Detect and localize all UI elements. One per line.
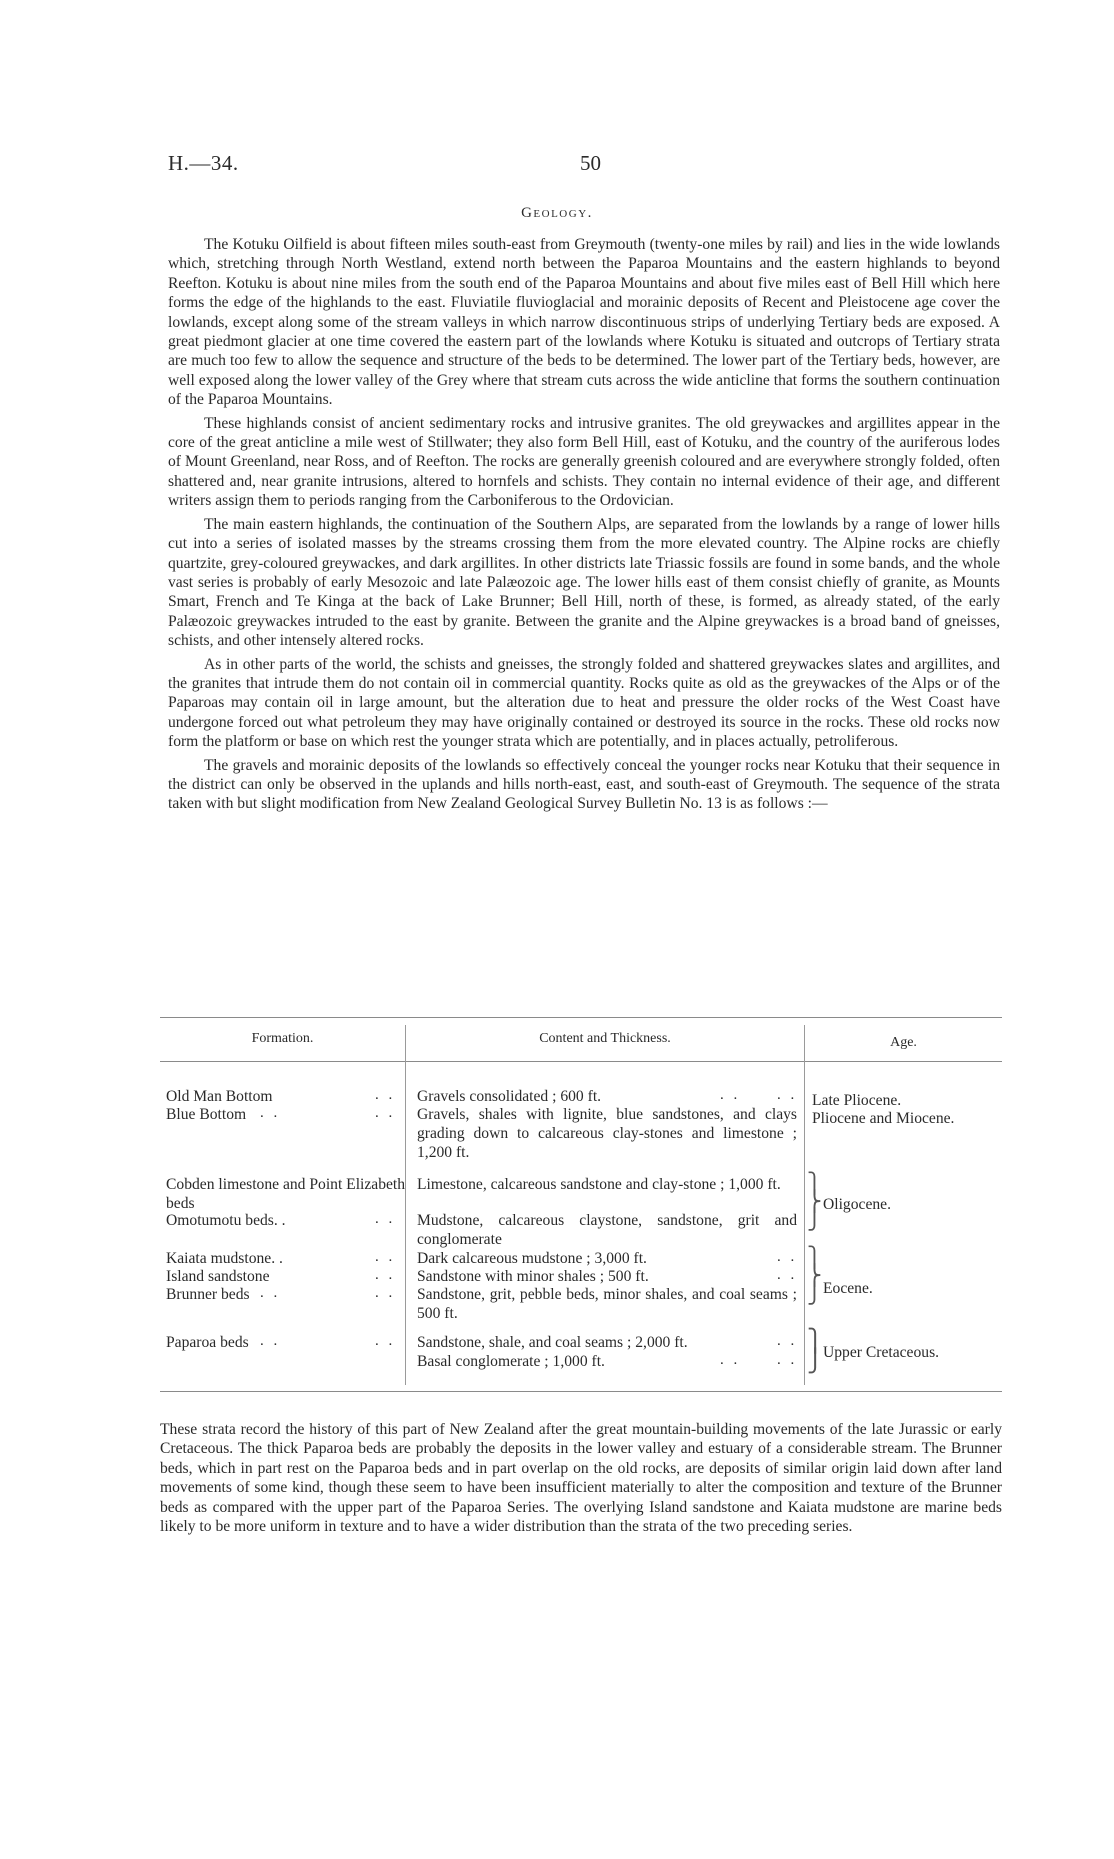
leader-dots: . . [720,1352,741,1368]
brace-icon: ⎫ ⎭ [807,1328,824,1373]
table-cell-content: Sandstone, grit, pebble beds, minor shales, and coal seams ; 500 ft. [417,1286,797,1322]
table-cell-age: Late Pliocene. [812,1092,902,1109]
leader-dots: . . [375,1105,396,1121]
leader-dots: . . [375,1249,396,1265]
table-header-rule [160,1061,1002,1062]
leader-dots: . . [375,1285,396,1301]
leader-dots: . . [260,1285,281,1301]
table-cell-formation: Omotumotu beds. . [166,1212,286,1229]
table-cell-content: Mudstone, calcareous claystone, sandstone, grit and conglomerate [417,1212,797,1248]
table-cell-formation: Island sandstone [166,1268,270,1285]
table-cell-formation: Old Man Bottom [166,1088,273,1105]
paragraph: The gravels and morainic deposits of the lowlands so effectively conceal the younger rocks near Kotuku that their sequence in the district can only be observed in the uplands and hills north-east, east, and south-east of Greymouth. The sequence of the strata taken with but slight modification from New Zealand Geological Survey Bulletin No. 13 is as follows :— [168,756,1000,813]
leader-dots: . . [777,1333,798,1349]
column-header-content: Content and Thickness. [539,1031,671,1046]
brace-icon: ⎫ ⎬ ⎭ [807,1173,822,1231]
table-top-rule [160,1017,1002,1018]
column-divider [804,1025,805,1385]
leader-dots: . . [720,1087,741,1103]
table-cell-formation: Paparoa beds [166,1334,249,1351]
leader-dots: . . [777,1249,798,1265]
column-header-formation: Formation. [251,1031,314,1046]
table-cell-content: Limestone, calcareous sandstone and clay-stone ; 1,000 ft. [417,1176,781,1193]
leader-dots: . . [260,1333,281,1349]
leader-dots: . . [260,1105,281,1121]
closing-text [160,1420,1002,1536]
paragraph: These highlands consist of ancient sedimentary rocks and intrusive granites. The old greywackes and argillites appear in the core of the great anticline a mile west of Stillwater; they also form Bell Hill, east of Kotuku, and the country of the auriferous lodes of Mount Greenland, near Ross, and of Reefton. The rocks are generally greenish coloured and are everywhere strongly folded, often shattered and, near granite intrusions, altered to hornfels and schists. They contain no internal evidence of their age, and different writers assign them to periods ranging from the Carboniferous to the Ordovician. [168,414,1000,510]
table-cell-formation: Brunner beds [166,1286,250,1303]
leader-dots: . . [375,1267,396,1283]
table-cell-content: Basal conglomerate ; 1,000 ft. [417,1353,605,1370]
paragraph: These strata record the history of this part of New Zealand after the great mountain-building movements of the late Jurassic or early Cretaceous. The thick Paparoa beds are probably the deposits in the lower valley and estuary of a considerable stream. The Brunner beds, which in part rest on the Paparoa beds and in part overlap on the old rocks, are deposits of similar origin laid down after land movements of some kind, though these seem to have been insufficient materially to alter the composition and texture of the Brunner beds as compared with the upper part of the Paparoa Series. The overlying Island sandstone and Kaiata mudstone are marine beds likely to be more uniform in texture and to have a wider distribution than the strata of the two preceding series. [160,1421,1002,1536]
table-cell-content: Sandstone, shale, and coal seams ; 2,000 ft. [417,1334,688,1351]
section-title: Geology. [521,205,593,221]
paragraph: The main eastern highlands, the continuation of the Southern Alps, are separated from the lowlands by a range of lower hills cut into a series of isolated masses by the streams crossing them from the more elevated country. The Alpine rocks are chiefly quartzite, grey-coloured greywackes, and dark argillites. In other districts late Triassic fossils are found in some bands, and the whole vast series is probably of early Mesozoic and late Palæozoic age. The lower hills east of them consist chiefly of granite, as Mounts Smart, French and Te Kinga at the back of Lake Brunner; Bell Hill, north of these, is formed, as already stated, of the early Palæozoic greywackes intruded to the east by granite. Between the granite and the Alpine greywackes is a broad band of gneisses, schists, and other intensely altered rocks. [168,515,1000,650]
table-cell-content: Sandstone with minor shales ; 500 ft. [417,1268,649,1285]
strata-table [160,1017,1002,1392]
leader-dots: . . [777,1087,798,1103]
table-cell-age: Pliocene and Miocene. [812,1110,955,1127]
table-cell-formation: Cobden limestone and Point Elizabeth beds [166,1176,406,1212]
table-cell-content: Gravels, shales with lignite, blue sandstones, and clays grading down to calcareous clay-stones and limestone ; 1,200 ft. [417,1106,797,1161]
table-cell-age: Eocene. [823,1280,873,1297]
table-cell-age: Upper Cretaceous. [823,1344,940,1361]
leader-dots: . . [375,1211,396,1227]
paragraph: The Kotuku Oilfield is about fifteen miles south-east from Greymouth (twenty-one miles by rail) and lies in the wide lowlands which, stretching through North Westland, extend north between the Paparoa Mountains and the eastern highlands to beyond Reefton. Kotuku is about nine miles from the south end of the Paparoa Mountains and about five miles east of Bell Hill which here forms the edge of the highlands to the east. Fluviatile fluvioglacial and morainic deposits of Recent and Pleistocene age cover the lowlands, except along some of the stream valleys in which narrow discontinuous strips of underlying Tertiary beds are exposed. A great piedmont glacier at one time covered the eastern part of the lowlands where Kotuku is situated and outcrops of Tertiary strata are much too few to allow the sequence and structure of the beds to be determined. The lower part of the Tertiary beds, however, are well exposed along the lower valley of the Grey where that stream cuts across the wide anticline that forms the southern continuation of the Paparoa Mountains. [168,236,1000,409]
document-reference: H.—34. [168,151,239,175]
leader-dots: . . [777,1352,798,1368]
table-cell-content: Gravels consolidated ; 600 ft. [417,1088,602,1105]
leader-dots: . . [375,1087,396,1103]
leader-dots: . . [375,1333,396,1349]
table-cell-formation: Blue Bottom [166,1106,247,1123]
table-bottom-rule [160,1391,1002,1392]
table-cell-age: Oligocene. [823,1196,891,1213]
brace-icon: ⎫ ⎬ ⎭ [807,1247,822,1305]
page-number: 50 [580,151,601,175]
paragraph: As in other parts of the world, the schists and gneisses, the strongly folded and shattered greywackes slates and argillites, and the granites that intrude them do not contain oil in commercial quantity. Rocks quite as old as the greywackes of the Alps or of the Paparoas may contain oil in large amount, but the alteration due to heat and pressure the older rocks of the West Coast have undergone forced out what petroleum they may have originally contained or destroyed its source in the rocks. These old rocks now form the platform or base on which rest the younger strata which are potentially, and in places actually, petroliferous. [168,655,1000,751]
table-cell-content: Dark calcareous mudstone ; 3,000 ft. [417,1250,647,1267]
body-text [168,235,1000,818]
table-cell-formation: Kaiata mudstone. . [166,1250,283,1267]
leader-dots: . . [777,1267,798,1283]
column-header-age: Age. [890,1035,917,1050]
